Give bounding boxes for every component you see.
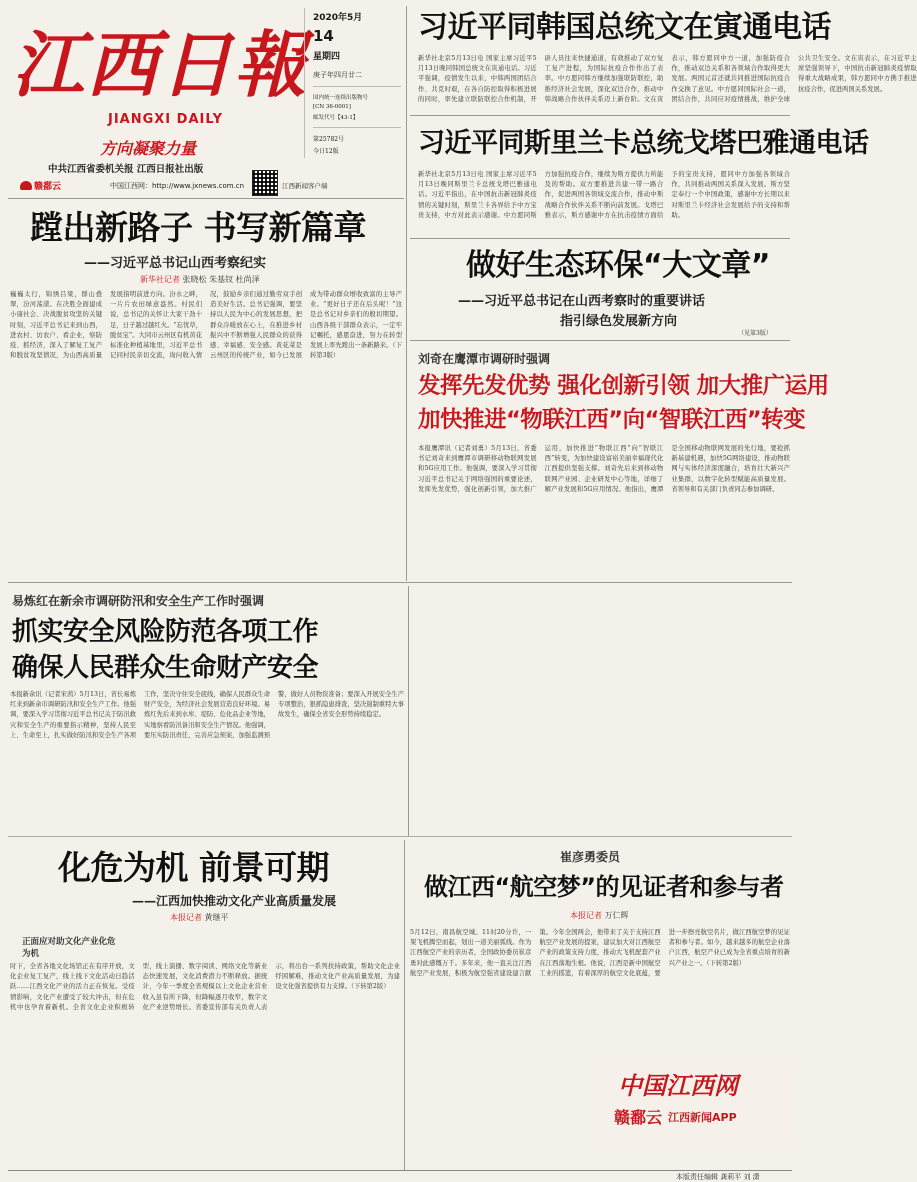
srilanka-body: 新华社北京5月13日电 国家主席习近平5月13日晚同斯里兰卡总统戈塔巴雅通电话。习近平指出，在中国抗击新冠肺炎疫情的关键时刻，斯里兰卡各界给予中方宝贵支持，中方对此表示感谢。中方愿同斯方加强抗疫合作，继续为斯方提供力所能及的帮助。双方要推进共建一带一路合作，促进两国各领域交流合作，推动中斯战略合作伙伴关系不断向前发展。戈塔巴雅表示，斯方感谢中方在抗击疫情方面给予的宝贵支持，愿同中方加强各领域合作，共同推动两国关系深入发展。斯方坚定奉行一个中国政策，感谢中方长期以来对斯里兰卡经济社会发展给予的支持和帮助。	[418, 171, 790, 219]
aviation-byline-prefix: 本报记者	[570, 911, 602, 920]
culture-subhead: ——江西加快推动文化产业高质量发展	[132, 894, 337, 908]
ecology-subhead-2: 指引绿色发展新方向	[560, 314, 678, 329]
wechat-label: 江西新闻客户端	[282, 182, 328, 190]
ecology-page-note: （见第3版）	[738, 330, 772, 337]
masthead	[0, 0, 405, 198]
watermark-app: 江西新闻APP	[668, 1110, 737, 1124]
ecology-subhead-1: ——习近平总书记在山西考察时的重要讲话	[458, 294, 706, 309]
shanxi-body: 巍巍太行，锦绣吕梁，群山叠翠，汾河荡漾。在决胜全面建成小康社会、决战脱贫攻坚的关键时刻，习近平总书记来到山西，进农村、访农户、看企业，察防疫、抓经济，深入了解复工复产和脱贫攻坚情况，为山西高质量发展指明前进方向。汾水之畔，一片片农田绿意盎然。村民们说，总书记的关怀让大家干劲十足，日子越过越红火。“忘忧草，脱贫宝”。大同市云州区有机黄花标准化种植基地里，习近平总书记同村民亲切交流，询问收入情况，鼓励乡亲们通过勤劳双手创造美好生活。总书记强调，要坚持以人民为中心的发展思想，把群众冷暖放在心上，在推进乡村振兴中不断增强人民群众的获得感、幸福感、安全感。黄花菜是云州区的传统产业，如今已发展成为带动群众增收致富的主导产业。“更好日子还在后头呢！”这是总书记对乡亲们的殷切期望。山西各级干部群众表示，一定牢记嘱托，感恩奋进，努力在转型发展上率先蹚出一条新路来。（下转第3版）	[10, 291, 402, 360]
post-label: 邮发代号	[313, 115, 336, 121]
shanxi-subhead: ——习近平总书记山西考察纪实	[84, 256, 267, 271]
aviation-body: 5月12日，南昌航空城。11时20分许，一架飞机腾空而起，划出一道美丽弧线。作为江西航空产业的亲历者，全国政协委员崔彦勇对此感慨万千。多年来，他一直关注江西航空产业发展，积极为航空强省建设建言献策。今年全国两会，他带来了关于支持江西航空产业发展的提案，建议加大对江西航空产业的政策支持力度，推动大飞机配套产业在江西落地生根。他说，江西是新中国航空工业的摇篮，有着深厚的航空文化底蕴，要进一步擦亮航空名片，做江西航空梦的见证者和参与者。如今，越来越多的航空企业落户江西，航空产业已成为全省重点培育的新兴产业之一。（下转第2版）	[410, 929, 790, 977]
cn-label: 国内统一连续出版物号	[313, 95, 369, 101]
footer-editor: 本版责任编辑 龚莉平 刘 潇	[676, 1173, 760, 1181]
xinyu-kicker: 易炼红在新余市调研防汛和安全生产工作时强调	[12, 594, 265, 608]
shanxi-byline	[140, 274, 260, 285]
korea-body: 新华社北京5月13日电 国家主席习近平5月13日晚同韩国总统文在寅通电话。习近平强调，疫情发生以来，中韩两国团结合作、共克时艰，在各自防控取得积极进展的同时，率先建立联防联控合作机制，开辟人员往来快捷通道，有效推动了双方复工复产进程，为国际抗疫合作作出了表率。中方愿同韩方继续加强联防联控，助推经济社会发展，深化双边合作，推动中韩战略合作伙伴关系迈上新台阶。文在寅表示，韩方愿同中方一道，加强防疫合作，推动双边关系和各领域合作取得更大发展。两国元首还就共同推进国际抗疫合作交换了意见。中方愿同国际社会一道，团结合作，共同应对疫情挑战，维护全球公共卫生安全。文在寅表示，在习近平主席坚强领导下，中国抗击新冠肺炎疫情取得重大战略成果，韩方愿同中方携手推进抗疫合作，促进两国关系发展。	[418, 55, 917, 103]
cn-number: CN 36-0001	[315, 104, 349, 110]
culture-byline-prefix: 本报记者	[170, 913, 202, 922]
srilanka-headline: 习近平同斯里兰卡总统戈塔巴雅通电话	[418, 128, 869, 159]
culture-byline	[170, 912, 229, 923]
aviation-kicker: 崔彦勇委员	[560, 850, 621, 864]
yingtan-kicker: 刘奇在鹰潭市调研时强调	[418, 352, 551, 366]
xinyu-body: 本报新余讯（记者宋茜）5月13日，省长易炼红来到新余市调研防汛和安全生产工作。他强调，要深入学习贯彻习近平总书记关于防汛救灾和安全生产的重要指示精神，坚持人民至上、生命至上，扎实做好防汛和安全生产各项工作，坚决守住安全底线，确保人民群众生命财产安全，为经济社会发展营造良好环境。易炼红先后来到水库、堤防、危化品企业等地，实地察看防汛备汛和安全生产情况。他强调，要压实防汛责任，完善应急预案，加强监测预警，做好人员物资准备；要深入开展安全生产专项整治，狠抓隐患排查，坚决遏制重特大事故发生，确保全省安全形势持续稳定。	[10, 691, 404, 739]
ecology-headline: 做好生态环保“大文章”	[466, 248, 770, 283]
watermark-cloud: 赣鄱云	[614, 1108, 663, 1127]
culture-body: 时下，全省各地文化场馆正在有序开放，文化企业复工复产，线上线下文化活动日趋活跃……江西文化产业的活力正在恢复。受疫情影响，文化产业遭受了较大冲击，但在危机中也孕育着新机。全省文化企业积极转型，线上演播、数字阅读、网络文化等新业态快速发展，文化消费潜力不断释放。据统计，今年一季度全省规模以上文化企业营业收入虽有所下降，但降幅逐月收窄，数字文化产业逆势增长。省委宣传部有关负责人表示，将出台一系列扶持政策，帮助文化企业纾困解难，推动文化产业高质量发展，为建设文化强省提供有力支撑。（下转第2版）	[10, 963, 400, 1011]
date-lunar: 庚子年四月廿二	[313, 71, 362, 79]
masthead-subtitle: JIANGXI DAILY	[108, 112, 224, 127]
masthead-slogan: 方向凝聚力量	[100, 139, 197, 158]
aviation-headline: 做江西“航空梦”的见证者和参与者	[424, 873, 784, 901]
qr-code	[252, 170, 278, 196]
xinyu-headline-1: 抓实安全风险防范各项工作	[12, 617, 319, 647]
website-link[interactable]: 中国江西网：http://www.jxnews.com.cn	[110, 182, 245, 190]
culture-section-title: 正面应对助文化产业化危为机	[22, 937, 116, 959]
korea-headline: 习近平同韩国总统文在寅通电话	[418, 10, 831, 45]
masthead-logo: 江西日報	[12, 22, 309, 107]
date-weekday: 星期四	[313, 52, 341, 62]
xinyu-headline-2: 确保人民群众生命财产安全	[12, 653, 319, 683]
yingtan-headline-1: 发挥先发优势 强化创新引领 加大推广运用	[418, 373, 829, 399]
watermark	[590, 1066, 790, 1150]
culture-headline: 化危为机 前景可期	[58, 848, 329, 887]
yingtan-headline-2: 加快推进“物联江西”向“智联江西”转变	[418, 407, 806, 433]
aviation-byline	[570, 910, 629, 921]
post-number: 43-1	[340, 115, 353, 121]
masthead-org: 中共江西省委机关报 江西日报社出版	[48, 164, 204, 175]
cloud-logo	[20, 179, 61, 192]
date-box: 2020年5月 14 星期四 庚子年四月廿二 国内统一连续出版物号 [CN 36-0001] 邮发代号【43-1】 第25782号 今日12版	[304, 8, 401, 158]
shanxi-byline-names: 张晓松 朱基钗 杜尚泽	[182, 275, 260, 284]
cloud-icon	[20, 181, 32, 190]
culture-byline-names: 黄继平	[204, 913, 229, 922]
yingtan-body: 本报鹰潭讯（记者刘勇）5月13日，省委书记刘奇来到鹰潭市调研移动物联网发展和5G应用工作。他强调，要深入学习贯彻习近平总书记关于网络强国的重要论述，发挥先发优势，强化创新引领，加大推广运用，加快推进“物联江西”向“智联江西”转变，为加快建设富裕美丽幸福现代化江西提供坚强支撑。刘奇先后来到移动物联网产业园、企业研发中心等地，详细了解产业发展和5G应用情况。他指出，鹰潭是全国移动物联网发展的先行地，要抢抓新基建机遇，加快5G网络建设，推动物联网与实体经济深度融合，培育壮大新兴产业集群，以数字化转型赋能高质量发展。省领导和有关部门负责同志参加调研。	[418, 445, 790, 493]
issue-number: 第25782号	[313, 136, 345, 143]
watermark-site: 中国江西网	[618, 1071, 738, 1100]
shanxi-byline-prefix: 新华社记者	[140, 275, 180, 284]
aviation-byline-names: 万仁辉	[604, 911, 629, 920]
date-year-month: 2020年5月	[313, 13, 363, 23]
cloud-label: 赣鄱云	[34, 182, 62, 192]
date-day: 14	[313, 27, 334, 45]
shanxi-headline: 蹚出新路子 书写新篇章	[30, 208, 366, 247]
page-count: 今日12版	[313, 148, 339, 155]
